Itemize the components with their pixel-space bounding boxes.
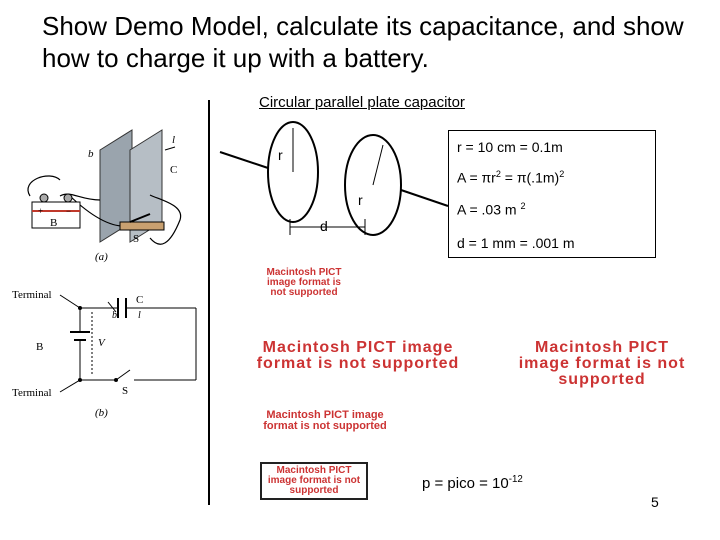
sketch-radius-left: r [278,147,283,163]
slide-title: Show Demo Model, calculate its capacitance, and show how to charge it up with a battery. [42,11,684,73]
battery-minus: − [66,206,72,216]
formula-radius: r = 10 cm = 0.1m [457,139,563,155]
fig-a-label-s: S [133,233,140,245]
fig-b-label-c: C [136,294,144,306]
lead-wire-left [220,152,268,168]
switch-b-pivot [114,378,118,382]
battery-terminal-left [40,194,48,202]
fig-a-label-c: C [170,164,178,176]
radius-line-right [373,145,383,185]
fig-b-label-v: V [98,337,105,349]
pico-definition: p = pico = $10^{-12}$ [422,474,523,492]
formula-box [448,130,656,258]
pict-placeholder-5: Macintosh PICT image format is not supported [260,462,368,500]
pict-placeholder-1: Macintosh PICT image format is not supported [266,267,342,298]
terminal-bottom-label: Terminal [12,387,52,399]
slide-subtitle: Circular parallel plate capacitor [259,94,465,111]
fig-b-caption: (b) [95,407,108,419]
fig-a-caption: (a) [95,251,108,263]
battery-plus: + [38,206,44,216]
sketch-separation: d [320,218,328,234]
terminal-bottom-leader [60,380,80,392]
circular-plates-sketch [220,122,448,235]
fig-b-label-b: b [112,310,117,321]
switch-b-blade [116,370,130,380]
pict-placeholder-2: Macintosh PICT image format is not supported [256,339,460,372]
wire-a3 [28,176,60,196]
plate-label-line [165,147,175,150]
sketch-radius-right: r [358,192,363,208]
terminal-top-leader [60,295,80,308]
terminal-top-label: Terminal [12,289,52,301]
switch-base [120,222,164,230]
terminal-bottom-dot [78,378,82,382]
terminal-top-dot [78,306,82,310]
pict-placeholder-4: Macintosh PICT image format is not supported [263,409,387,432]
battery-terminal-right [64,194,72,202]
pict-placeholder-3: Macintosh PICT image format is not supported [518,339,686,388]
fig-a-label-b-battery: B [50,217,58,229]
formula-distance: d = 1 mm = .001 m [457,235,575,251]
fig-b-label-s: S [122,385,129,397]
lead-wire-right [401,190,448,206]
fig-a-label-l: l [172,134,176,146]
fig-b-label-battery: B [36,341,44,353]
page-number: 5 [651,494,659,510]
formula-area-value: A = .03 m $^2$ [457,201,526,218]
fig-b-label-l: l [138,310,141,321]
fig-a-label-b: b [88,148,94,160]
formula-area: $A = \pi r^2 = \pi(.1m)^2$ [457,169,565,186]
